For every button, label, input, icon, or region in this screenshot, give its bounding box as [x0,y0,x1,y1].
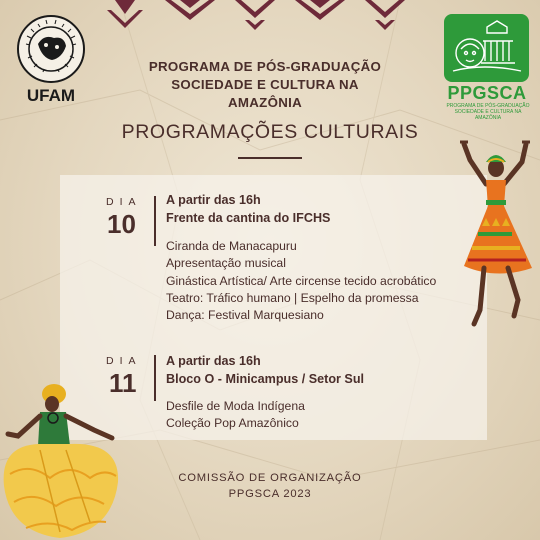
activity-item: Ciranda de Manacapuru [166,239,297,253]
section-title: PROGRAMAÇÕES CULTURAIS [121,121,419,143]
activity-list [166,398,305,433]
activity-list [166,238,436,324]
ppgsca-wordmark: PPGSCA [447,83,527,103]
dancer-orange-dress-illustration [452,140,540,330]
event-time: A partir das 16h [166,193,261,207]
activity-item: Coleção Pop Amazônico [166,416,299,431]
activity-item: Ginástica Artística/ Arte circense tecido acrobático [166,273,437,288]
footer-line-2: PPGSCA 2023 [228,488,312,500]
activity-item: Dança: Festival Marquesiano [166,308,324,323]
event-location: Frente da cantina do IFCHS [166,211,331,225]
activity-item: Desfile de Moda Indígena [166,399,305,413]
program-title-line-2: SOCIEDADE E CULTURA NA [171,77,359,92]
ufam-wordmark: UFAM [26,86,76,105]
footer-credit [140,470,400,502]
day-divider [154,355,156,401]
title-divider [238,157,302,159]
day-label: DIA [106,196,142,208]
day-number: 10 [107,209,136,239]
day-divider [154,196,156,246]
dancer-yellow-skirt-illustration [0,382,125,540]
activity-item: Teatro: Tráfico humano | Espelho da promessa [166,290,419,305]
event-location: Bloco O - Minicampus / Setor Sul [166,372,365,386]
activity-item: Apresentação musical [166,256,286,271]
program-title-line-3: AMAZÔNIA [227,95,303,110]
ufam-seal-logo [16,14,86,84]
footer-line-1: COMISSÃO DE ORGANIZAÇÃO [178,472,362,484]
day-label: DIA [106,355,142,367]
day-number: 11 [109,368,137,398]
program-title [130,58,400,112]
ppgsca-subtitle: PROGRAMA DE PÓS-GRADUAÇÃO SOCIEDADE E CULTURA NA AMAZÔNIA [446,103,530,121]
tribal-pattern-decoration [95,0,415,34]
program-title-line-1: PROGRAMA DE PÓS-GRADUAÇÃO [148,59,382,74]
event-time: A partir das 16h [166,354,261,368]
